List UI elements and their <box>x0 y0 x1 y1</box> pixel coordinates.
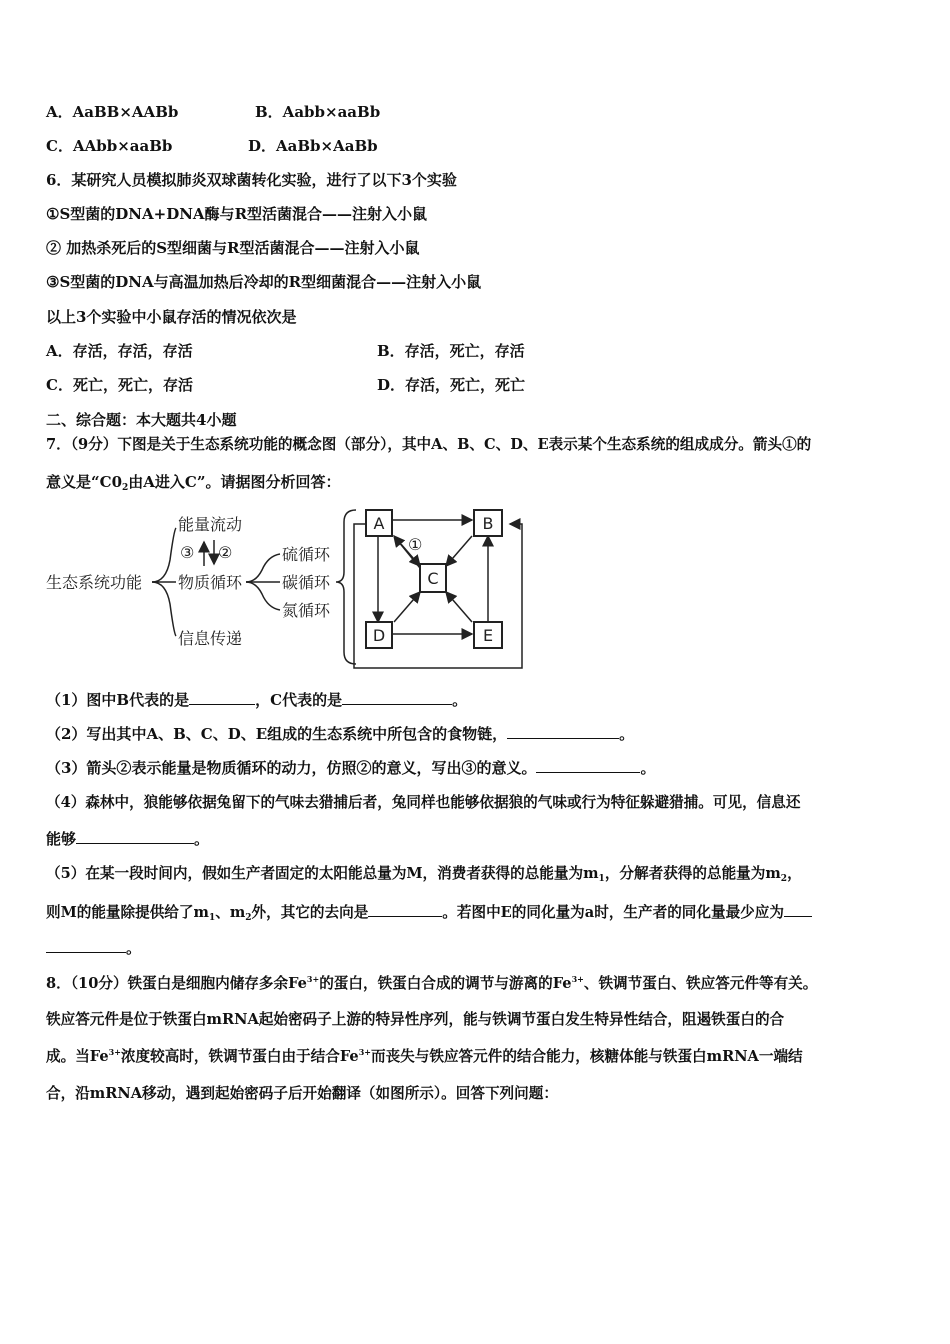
answer-blank[interactable] <box>76 829 194 844</box>
diagram-root-label: 生态系统功能 <box>46 573 143 592</box>
q5-option-b: B．Aabb×aaBb <box>255 103 381 121</box>
q5-option-c: C．AAbb×aaBb <box>46 137 173 155</box>
q6-question: 以上3个实验中小鼠存活的情况依次是 <box>46 308 297 326</box>
q6-option-d: D．存活，死亡，死亡 <box>377 376 526 394</box>
q7-part-5-line2: 则M的能量除提供给了$m_1$、$m_2$外，其它的去向是 。若图中E的同化量为a时，生产者的同化量最少应为 <box>46 902 812 925</box>
q7-part-5-line1: （5）在某一段时间内，假如生产者固定的太阳能总量为M，消费者获得的总能量为$m_1$，分解者获得的总能量为$m_2$， <box>46 865 802 884</box>
diagram-box-a-label: A <box>373 514 385 533</box>
answer-blank[interactable] <box>342 690 452 705</box>
q5-option-a: A．AaBB×AABb <box>46 103 179 121</box>
answer-blank[interactable] <box>189 690 255 705</box>
diagram-energy-flow: 能量流动 <box>178 515 243 534</box>
q7-part-4-line1: （4）森林中，狼能够依据兔留下的气味去猎捕后者，兔同样也能够依据狼的气味或行为特征躲避猎捕。可见，信息还 <box>46 794 801 811</box>
q7-part-2: （2）写出其中A、B、C、D、E组成的生态系统中所包含的食物链， 。 <box>46 725 635 743</box>
q5-option-d: D．AaBb×AaBb <box>248 137 378 155</box>
q8-line4: 合，沿mRNA移动，遇到起始密码子后开始翻译（如图所示）。回答下列问题： <box>46 1085 558 1102</box>
diagram-box-e-label: E <box>482 626 494 645</box>
q6-experiment-3: ③S型菌的DNA与高温加热后冷却的R型细菌混合——注射入小鼠 <box>46 273 482 291</box>
q7-part-4-line2: 能够 。 <box>46 830 210 848</box>
q6-stem: 6．某研究人员模拟肺炎双球菌转化实验，进行了以下3个实验 <box>46 171 457 189</box>
q8-line1: 8．（10分）铁蛋白是细胞内储存多余$Fe^{3+}$的蛋白，铁蛋白合成的调节与游离的$Fe^{3+}$、铁调节蛋白、铁应答元件等有关。 <box>46 974 818 992</box>
q7-stem-line2: 意义是“$C0_2$由A进入C”。请据图分析回答： <box>46 473 341 493</box>
q7-part-3: （3）箭头②表示能量是物质循环的动力，仿照②的意义，写出③的意义。 。 <box>46 759 656 777</box>
q7-part-5-line3: 。 <box>46 938 141 958</box>
q8-line3: 成。当$Fe^{3+}$浓度较高时，铁调节蛋白由于结合$Fe^{3+}$而丧失与铁应答元件的结合能力，核糖体能与铁蛋白mRNA一端结 <box>46 1047 803 1065</box>
ecosystem-concept-diagram <box>44 500 534 680</box>
diagram-arrow-3-label: ③ <box>180 543 195 562</box>
q6-experiment-2: ② 加热杀死后的S型细菌与R型活菌混合——注射入小鼠 <box>46 239 420 257</box>
diagram-info-transfer: 信息传递 <box>178 629 243 648</box>
q6-option-a: A．存活，存活，存活 <box>46 342 193 360</box>
answer-blank[interactable] <box>507 724 619 739</box>
q7-part-1: （1）图中B代表的是 ，C代表的是 。 <box>46 691 468 709</box>
diagram-nitrogen-cycle: 氮循环 <box>282 601 331 620</box>
q6-experiment-1: ①S型菌的DNA+DNA酶与R型活菌混合——注射入小鼠 <box>46 205 428 223</box>
diagram-arrow-1-label: ① <box>408 535 423 554</box>
answer-blank[interactable] <box>46 938 126 953</box>
q8-line2: 铁应答元件是位于铁蛋白mRNA起始密码子上游的特异性序列，能与铁调节蛋白发生特异性结合，阻遏铁蛋白的合 <box>46 1011 785 1028</box>
diagram-box-c-label: C <box>427 569 439 588</box>
diagram-box-d-label: D <box>372 626 386 645</box>
q6-option-b: B．存活，死亡，存活 <box>377 342 525 360</box>
diagram-arrow-2-label: ② <box>218 543 233 562</box>
diagram-box-b-label: B <box>482 514 494 533</box>
q6-option-c: C．死亡，死亡，存活 <box>46 376 193 394</box>
diagram-carbon-cycle: 碳循环 <box>282 573 331 592</box>
answer-blank[interactable] <box>536 758 640 773</box>
diagram-sulfur-cycle: 硫循环 <box>282 545 331 564</box>
answer-blank[interactable] <box>784 902 812 917</box>
section-2-title: 二、综合题：本大题共4小题 <box>46 411 237 429</box>
diagram-matter-cycle: 物质循环 <box>178 573 243 592</box>
q7-stem-line1: 7．（9分）下图是关于生态系统功能的概念图（部分），其中A、B、C、D、E表示某个生态系统的组成成分。箭头①的 <box>46 436 812 453</box>
answer-blank[interactable] <box>368 902 442 917</box>
